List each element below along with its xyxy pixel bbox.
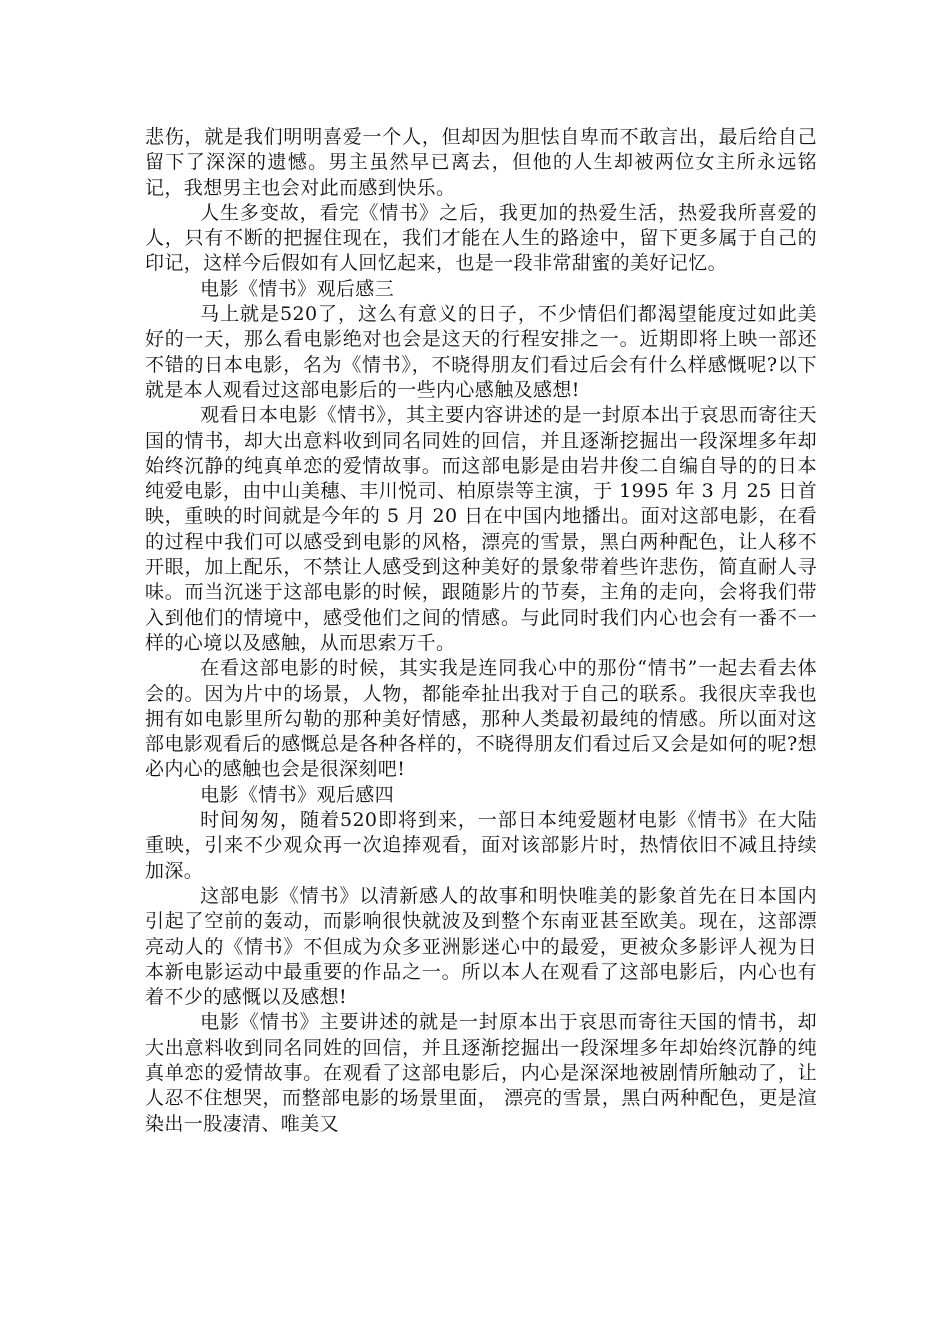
paragraph-4: 观看日本电影《情书》，其主要内容讲述的是一封原本出于哀思而寄往天国的情书，却大出意料收到同名同姓的回信，并且逐渐挖掘出一段深埋多年却始终沉静的纯真单恋的爱情故事。而这部电影是由岩井俊二自编自导的的日本纯爱电影，由中山美穗、丰川悦司、柏原崇等主演，于 1995 年 3 月 25 日首映，重映的时间就是今年的 5 月 20 日在中国内地播出。面对这部电影，在看的过程中我们可以感受到电影的风格，漂亮的雪景，黑白两种配色，让人移不开眼，加上配乐，不禁让人感受到这种美好的景象带着些许悲伤，简直耐人寻味。而当沉迷于这部电影的时候，跟随影片的节奏，主角的走向，会将我们带入到他们的情境中，感受他们之间的情感。与此同时我们内心也会有一番不一样的心境以及感触，从而思索万千。 <box>145 404 817 654</box>
section-heading-3: 电影《情书》观后感三 <box>200 277 395 300</box>
paragraph-1: 悲伤，就是我们明明喜爱一个人，但却因为胆怯自卑而不敢言出，最后给自己留下了深深的遗憾。男主虽然早已离去，但他的人生却被两位女主所永远铭记，我想男主也会对此而感到快乐。 <box>145 126 817 199</box>
paragraph-5: 在看这部电影的时候，其实我是连同我心中的那份“情书”一起去看去体会的。因为片中的场景，人物，都能牵扯出我对于自己的联系。我很庆幸我也拥有如电影里所勾勒的那种美好情感，那种人类最初最纯的情感。所以面对这部电影观看后的感慨总是各种各样的，不晓得朋友们看过后又会是如何的呢?想必内心的感触也会是很深刻吧! <box>145 657 817 781</box>
paragraph-6: 时间匆匆，随着520即将到来，一部日本纯爱题材电影《情书》在大陆重映，引来不少观众再一次追捧观看，面对该部影片时，热情依旧不减且持续加深。 <box>145 809 817 882</box>
paragraph-8: 电影《情书》主要讲述的就是一封原本出于哀思而寄往天国的情书，却大出意料收到同名同姓的回信，并且逐渐挖掘出一段深埋多年却始终沉静的纯真单恋的爱情故事。在观看了这部电影后，内心是深深地被剧情所触动了，让人忍不住想哭，而整部电影的场景里面， 漂亮的雪景，黑白两种配色，更是渲染出一股凄清、唯美又 <box>145 1011 817 1135</box>
section-heading-4: 电影《情书》观后感四 <box>200 783 395 806</box>
paragraph-2: 人生多变故，看完《情书》之后，我更加的热爱生活，热爱我所喜爱的人，只有不断的把握住现在，我们才能在人生的路途中，留下更多属于自己的印记，这样今后假如有人回忆起来，也是一段非常甜蜜的美好记忆。 <box>145 201 817 275</box>
paragraph-7: 这部电影《情书》以清新感人的故事和明快唯美的影象首先在日本国内引起了空前的轰动，而影响很快就波及到整个东南亚甚至欧美。现在，这部漂亮动人的《情书》不但成为众多亚洲影迷心中的最爱，更被众多影评人视为日本新电影运动中最重要的作品之一。所以本人在观看了这部电影后，内心也有着不少的感慨以及感想! <box>145 884 817 1009</box>
document-body <box>145 125 817 1137</box>
paragraph-3: 马上就是520了，这么有意义的日子，不少情侣们都渴望能度过如此美好的一天，那么看电影绝对也会是这天的行程安排之一。近期即将上映一部还不错的日本电影，名为《情书》，不晓得朋友们看过后会有什么样感慨呢?以下就是本人观看过这部电影后的一些内心感触及感想! <box>145 303 817 401</box>
